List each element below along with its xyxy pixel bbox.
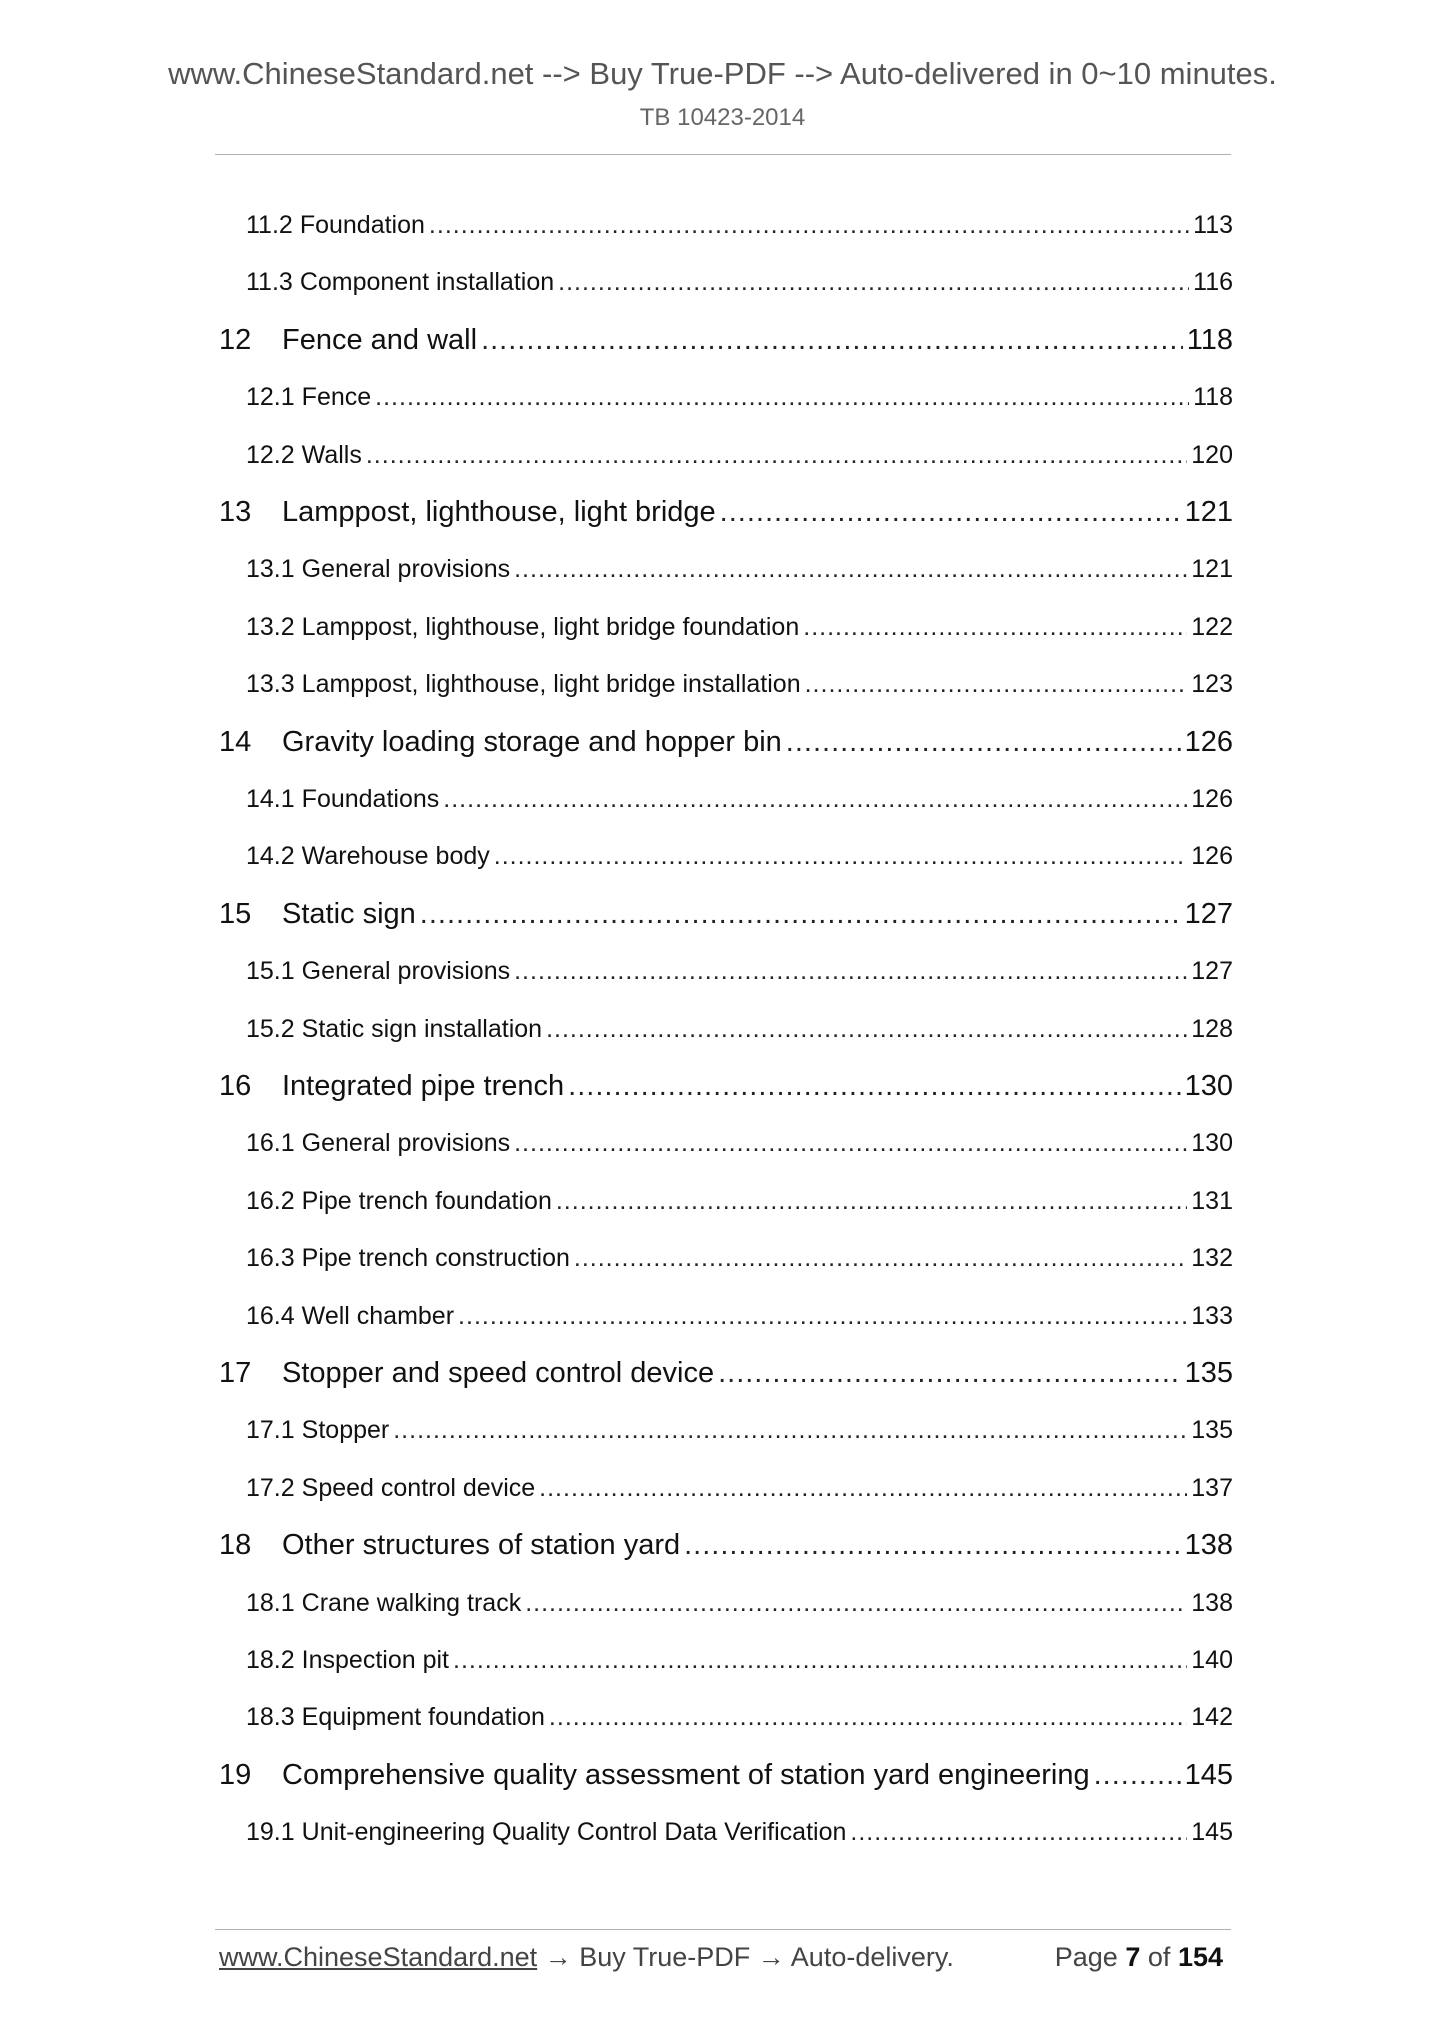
toc-entry-page: 145 [1191, 1818, 1233, 1847]
toc-entry-title: Lamppost, lighthouse, light bridge foundation [301, 612, 800, 641]
toc-dot-leader [514, 555, 1187, 584]
of-label: of [1147, 1942, 1171, 1972]
toc-entry-page: 126 [1191, 842, 1233, 871]
toc-entry-page: 145 [1184, 1758, 1233, 1791]
toc-chapter-entry[interactable] [219, 1357, 1233, 1390]
header-divider [215, 154, 1231, 155]
toc-section-entry[interactable] [246, 1703, 1233, 1732]
toc-entry-number: 11.2 [246, 211, 293, 239]
toc-entry-title: Stopper [301, 1416, 390, 1445]
toc-dot-leader [494, 842, 1188, 871]
toc-entry-title: Speed control device [301, 1473, 536, 1502]
toc-section-entry[interactable] [246, 1015, 1233, 1044]
footer-divider [215, 1929, 1231, 1930]
toc-chapter-entry[interactable] [219, 1759, 1233, 1792]
toc-entry-number: 15.1 [246, 957, 295, 986]
toc-section-entry[interactable] [246, 1302, 1233, 1331]
toc-chapter-entry[interactable] [219, 1070, 1233, 1103]
toc-section-entry[interactable] [246, 441, 1233, 470]
toc-entry-title: Fence and wall [282, 323, 478, 356]
toc-entry-title: Walls [301, 440, 362, 469]
footer-buy-text: Buy True-PDF [579, 1942, 751, 1972]
toc-dot-leader [514, 1129, 1187, 1158]
toc-entry-number: 19.1 [246, 1818, 295, 1847]
toc-entry-number: 18.3 [246, 1703, 295, 1732]
toc-entry-page: 132 [1191, 1244, 1233, 1273]
toc-dot-leader [850, 1818, 1187, 1847]
toc-entry-number: 14 [219, 725, 252, 758]
toc-section-entry[interactable] [246, 211, 1233, 240]
toc-entry-number: 13.1 [246, 555, 295, 584]
toc-entry-title: Integrated pipe trench [282, 1070, 565, 1102]
toc-section-entry[interactable] [246, 1818, 1233, 1847]
toc-entry-page: 120 [1191, 440, 1233, 469]
toc-entry-title: Stopper and speed control device [282, 1357, 715, 1389]
toc-dot-leader [539, 1474, 1187, 1503]
toc-entry-title: Warehouse body [301, 842, 490, 871]
toc-entry-page: 138 [1184, 1529, 1233, 1562]
toc-entry-number: 12.2 [246, 440, 295, 469]
toc-entry-title: Fence [301, 383, 372, 412]
toc-section-entry[interactable] [246, 1589, 1233, 1618]
toc-dot-leader [558, 268, 1189, 297]
toc-entry-page: 118 [1186, 323, 1233, 356]
toc-dot-leader [556, 1187, 1187, 1216]
toc-entry-page: 121 [1191, 555, 1233, 584]
toc-entry-title: Unit-engineering Quality Control Data Verification [301, 1818, 847, 1847]
page-number: 7 [1125, 1942, 1141, 1972]
toc-dot-leader [481, 324, 1183, 357]
toc-entry-number: 16.1 [246, 1129, 295, 1158]
toc-dot-leader [546, 1015, 1187, 1044]
toc-entry-page: 122 [1191, 612, 1233, 641]
footer-delivery-text: Auto-delivery. [790, 1942, 954, 1972]
toc-entry-number: 13 [219, 496, 252, 528]
toc-entry-number: 13.2 [246, 612, 295, 641]
toc-entry-title: Component installation [299, 268, 555, 297]
toc-entry-number: 16.4 [246, 1301, 295, 1330]
toc-dot-leader [458, 1302, 1187, 1331]
toc-entry-title: Foundation [299, 211, 425, 239]
toc-entry-number: 13.3 [246, 670, 295, 699]
toc-entry-page: 123 [1191, 670, 1233, 699]
toc-entry-page: 127 [1184, 897, 1233, 930]
toc-dot-leader [786, 726, 1181, 759]
toc-dot-leader [684, 1529, 1180, 1562]
toc-section-entry[interactable] [246, 957, 1233, 986]
toc-entry-number: 16.2 [246, 1186, 295, 1215]
toc-entry-number: 17.1 [246, 1416, 295, 1445]
toc-dot-leader [718, 1357, 1181, 1390]
toc-entry-page: 138 [1191, 1588, 1233, 1617]
toc-dot-leader [453, 1646, 1187, 1675]
arrow-icon: → [544, 1942, 572, 1972]
toc-dot-leader [375, 383, 1189, 412]
toc-entry-title: Equipment foundation [301, 1703, 545, 1732]
toc-entry-number: 12.1 [246, 383, 295, 412]
toc-dot-leader [393, 1416, 1187, 1445]
toc-section-entry[interactable] [246, 1474, 1233, 1503]
header-title: www.ChineseStandard.net --> Buy True-PDF --> Auto-delivered in 0~10 minutes. [168, 56, 1277, 91]
toc-entry-number: 14.1 [246, 785, 295, 813]
footer-left [219, 1942, 954, 1973]
toc-entry-number: 15.2 [246, 1014, 295, 1043]
toc-dot-leader [805, 670, 1188, 699]
toc-entry-page: 137 [1191, 1473, 1233, 1502]
toc-entry-number: 15 [219, 897, 252, 930]
toc-entry-number: 18.1 [246, 1588, 295, 1617]
toc-entry-page: 128 [1191, 1014, 1233, 1043]
toc-section-entry[interactable] [246, 1129, 1233, 1158]
toc-entry-title: Other structures of station yard [282, 1529, 681, 1562]
toc-entry-page: 126 [1191, 785, 1233, 813]
toc-chapter-entry[interactable] [219, 1529, 1233, 1562]
toc-section-entry[interactable] [246, 785, 1233, 814]
toc-entry-number: 14.2 [246, 842, 295, 871]
toc-entry-title: Lamppost, lighthouse, light bridge installation [301, 670, 801, 699]
total-pages: 154 [1177, 1942, 1223, 1972]
toc-dot-leader [420, 898, 1181, 931]
toc-entry-title: Inspection pit [301, 1646, 449, 1674]
toc-section-entry[interactable] [246, 268, 1233, 297]
arrow-icon: → [757, 1942, 785, 1972]
toc-entry-page: 126 [1184, 725, 1233, 758]
toc-section-entry[interactable] [246, 1646, 1233, 1675]
standard-code: TB 10423-2014 [639, 104, 806, 131]
toc-entry-page: 130 [1191, 1129, 1233, 1158]
toc-chapter-entry[interactable] [219, 496, 1233, 529]
toc-entry-number: 17.2 [246, 1473, 295, 1502]
toc-entry-page: 135 [1191, 1416, 1233, 1445]
footer-site-link[interactable]: www.ChineseStandard.net [219, 1942, 538, 1972]
toc-entry-number: 17 [219, 1357, 252, 1389]
toc-section-entry[interactable] [246, 555, 1233, 584]
toc-dot-leader [549, 1703, 1187, 1732]
page-indicator [1055, 1942, 1223, 1973]
toc-section-entry[interactable] [246, 670, 1233, 699]
toc-dot-leader [574, 1244, 1187, 1273]
page-label: Page [1054, 1942, 1118, 1972]
toc-entry-title: Crane walking track [301, 1588, 522, 1617]
toc-chapter-entry[interactable] [219, 324, 1233, 357]
toc-dot-leader [443, 785, 1187, 814]
toc-entry-title: Comprehensive quality assessment of station yard engineering [282, 1758, 1090, 1791]
toc-section-entry[interactable] [246, 1187, 1233, 1216]
toc-entry-page: 113 [1193, 211, 1233, 239]
toc-entry-title: Pipe trench construction [301, 1244, 570, 1273]
toc-entry-title: Well chamber [301, 1301, 455, 1330]
toc-chapter-entry[interactable] [219, 726, 1233, 759]
toc-entry-title: Static sign installation [301, 1014, 543, 1043]
toc-section-entry[interactable] [246, 383, 1233, 412]
toc-entry-title: Lamppost, lighthouse, light bridge [282, 496, 716, 528]
toc-section-entry[interactable] [246, 613, 1233, 642]
toc-entry-number: 19 [219, 1758, 252, 1791]
toc-entry-page: 116 [1193, 268, 1233, 297]
toc-section-entry[interactable] [246, 1244, 1233, 1273]
toc-section-entry[interactable] [246, 842, 1233, 871]
toc-entry-number: 11.3 [246, 268, 293, 297]
toc-dot-leader [366, 441, 1187, 470]
toc-dot-leader [568, 1070, 1180, 1103]
toc-dot-leader [1094, 1759, 1181, 1792]
toc-entry-page: 142 [1191, 1703, 1233, 1732]
toc-entry-number: 18 [219, 1529, 252, 1562]
toc-dot-leader [720, 496, 1181, 529]
toc-dot-leader [525, 1589, 1187, 1618]
toc-dot-leader [514, 957, 1187, 986]
toc-entry-title: Pipe trench foundation [301, 1186, 552, 1215]
toc-entry-page: 130 [1184, 1070, 1233, 1102]
toc-entry-number: 16 [219, 1070, 252, 1102]
toc-entry-number: 16.3 [246, 1244, 295, 1273]
toc-entry-title: Static sign [282, 897, 416, 930]
toc-section-entry[interactable] [246, 1416, 1233, 1445]
toc-chapter-entry[interactable] [219, 898, 1233, 931]
toc-entry-page: 127 [1191, 957, 1233, 986]
toc-entry-number: 12 [219, 323, 252, 356]
toc-entry-page: 131 [1191, 1186, 1233, 1215]
toc-entry-title: Foundations [301, 785, 440, 813]
toc-entry-title: General provisions [301, 1129, 511, 1158]
toc-entry-title: General provisions [301, 957, 511, 986]
toc-dot-leader [429, 211, 1189, 240]
toc-entry-page: 135 [1184, 1357, 1233, 1389]
toc-entry-page: 140 [1191, 1646, 1233, 1674]
toc-entry-page: 133 [1191, 1301, 1233, 1330]
toc-entry-title: Gravity loading storage and hopper bin [282, 725, 782, 758]
toc-entry-page: 118 [1193, 383, 1233, 412]
toc-dot-leader [803, 613, 1187, 642]
toc-entry-number: 18.2 [246, 1646, 295, 1674]
toc-entry-page: 121 [1184, 496, 1233, 528]
toc-entry-title: General provisions [301, 555, 511, 584]
